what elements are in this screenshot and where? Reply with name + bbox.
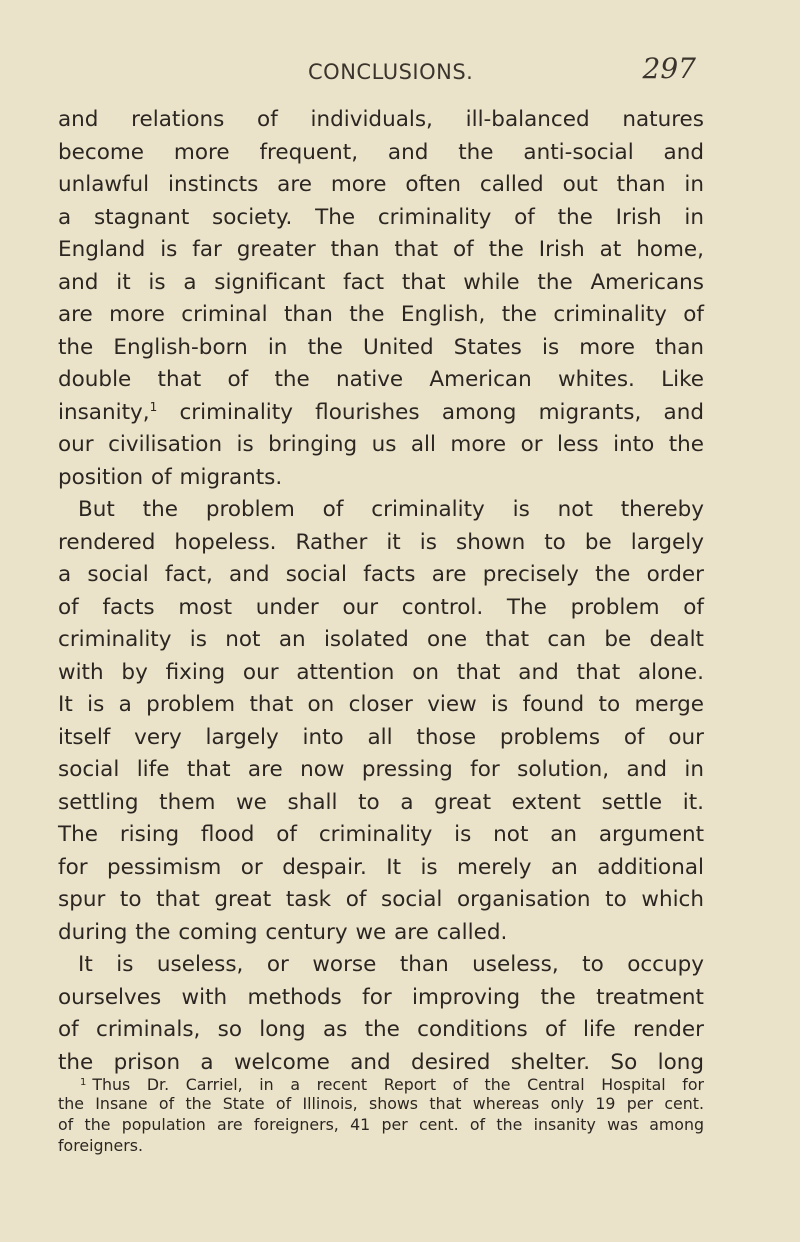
text-line: spur to that great task of social organisation to which xyxy=(58,887,704,912)
text-line: The rising flood of criminality is not an argument xyxy=(58,822,704,847)
insanity-word: insanity, xyxy=(58,399,150,425)
text-line: rendered hopeless. Rather it is shown to be largely xyxy=(58,529,704,555)
body-text xyxy=(58,104,704,1079)
footnote-marker: 1 xyxy=(80,1077,87,1088)
text-line: during the coming century we are called. xyxy=(58,919,508,945)
text-line: itself very largely into all those problems of our xyxy=(58,724,704,750)
text-line: become more frequent, and the anti-social and xyxy=(58,139,704,165)
text-line-rest: criminality flourishes among migrants, and xyxy=(179,399,704,425)
footnote-line: of the population are foreigners, 41 per cent. of the insanity was among xyxy=(58,1115,704,1134)
text-line: of criminals, so long as the conditions of life render xyxy=(58,1017,704,1042)
text-line: for pessimism or despair. It is merely an additional xyxy=(58,854,704,880)
text-line: and relations of individuals, ill-balanced natures xyxy=(58,107,704,132)
text-line: with by fixing our attention on that and that alone. xyxy=(58,659,704,685)
text-line: are more criminal than the English, the criminality of xyxy=(58,302,704,327)
text-line: It is a problem that on closer view is found to merge xyxy=(58,692,704,717)
footnote-text: Thus Dr. Carriel, in a recent Report of the Central Hospital for xyxy=(92,1075,704,1094)
running-head xyxy=(58,52,704,92)
book-page xyxy=(58,0,704,1242)
text-line-with-footnote-ref xyxy=(58,397,704,430)
footnote xyxy=(58,1072,704,1156)
text-line: the prison a welcome and desired shelter. So long xyxy=(58,1049,704,1075)
running-title: CONCLUSIONS. xyxy=(308,60,474,84)
text-line: of facts most under our control. The problem of xyxy=(58,594,704,620)
text-line: double that of the native American whites. Like xyxy=(58,367,704,392)
paragraph-start: But the problem of criminality is not thereby xyxy=(78,497,704,522)
page-number: 297 xyxy=(642,52,696,85)
text-line: the English-born in the United States is more than xyxy=(58,334,704,360)
text-line: our civilisation is bringing us all more or less into the xyxy=(58,432,704,457)
text-line: and it is a significant fact that while the Americans xyxy=(58,269,704,295)
footnote-line: the Insane of the State of Illinois, shows that whereas only 19 per cent. xyxy=(58,1094,704,1113)
paragraph-start: It is useless, or worse than useless, to occupy xyxy=(78,952,704,977)
text-line: a social fact, and social facts are precisely the order xyxy=(58,562,704,587)
text-line: position of migrants. xyxy=(58,464,283,490)
text-line: criminality is not an isolated one that can be dealt xyxy=(58,627,704,652)
footnote-line xyxy=(58,1072,704,1093)
footnote-reference[interactable]: 1 xyxy=(149,399,158,414)
text-line: unlawful instincts are more often called out than in xyxy=(58,172,704,197)
text-line: England is far greater than that of the Irish at home, xyxy=(58,237,704,262)
text-line: settling them we shall to a great extent settle it. xyxy=(58,789,704,815)
footnote-line: foreigners. xyxy=(58,1136,143,1155)
text-line: social life that are now pressing for solution, and in xyxy=(58,757,704,782)
text-line: a stagnant society. The criminality of the Irish in xyxy=(58,204,704,230)
text-line: ourselves with methods for improving the treatment xyxy=(58,984,704,1010)
